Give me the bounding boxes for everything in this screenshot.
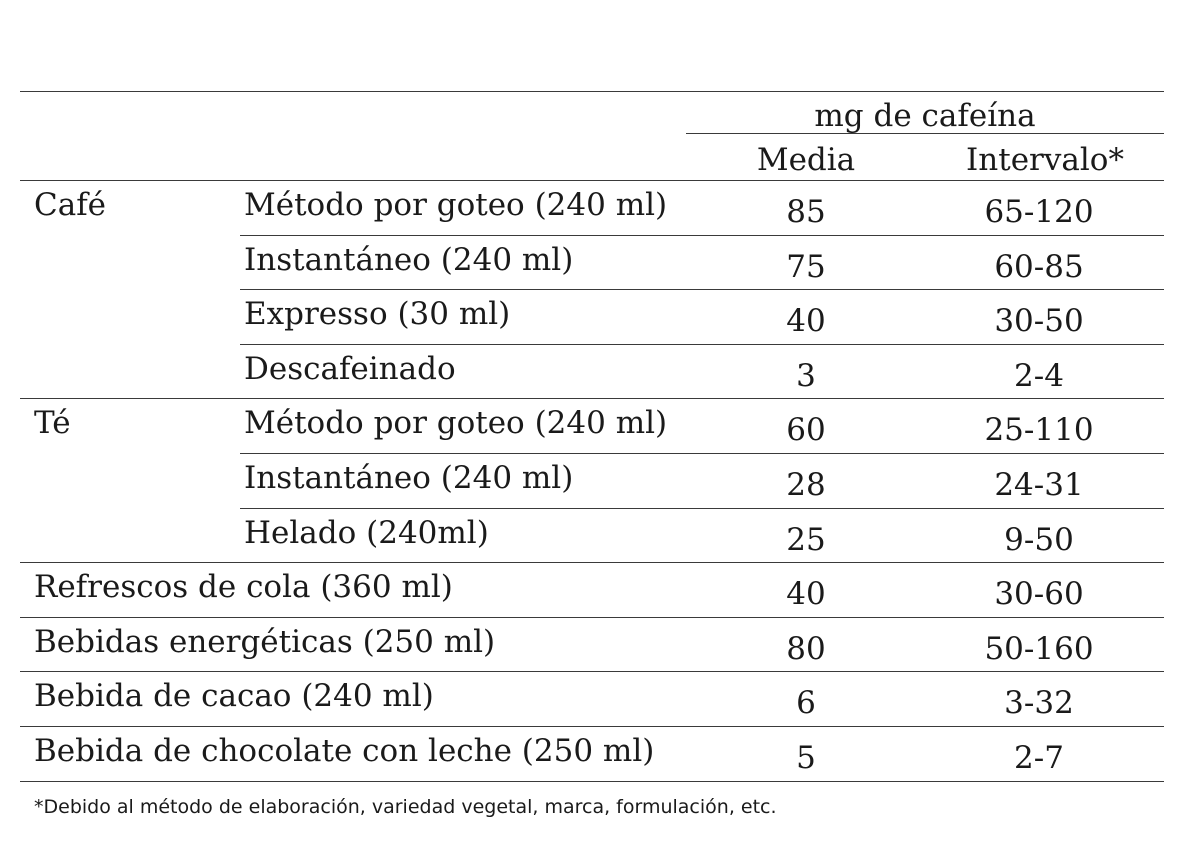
cell-media: 40 (786, 303, 826, 340)
cell-intervalo: 50-160 (984, 630, 1094, 667)
row-group-label: Bebidas energéticas (250 ml) (34, 623, 496, 660)
row-rule (20, 726, 1164, 727)
cell-media: 28 (786, 467, 826, 503)
row-group-label: Café (34, 187, 107, 223)
top-rule (20, 91, 1164, 92)
row-item-label: Instantáneo (240 ml) (244, 460, 574, 496)
row-rule (20, 562, 1164, 563)
cell-intervalo: 60-85 (994, 248, 1084, 285)
row-item-label: Helado (240ml) (244, 514, 489, 551)
cell-media: 6 (796, 685, 816, 722)
row-group-label: Té (34, 405, 71, 442)
cell-intervalo: 30-50 (994, 303, 1084, 340)
row-group-label: Refrescos de cola (360 ml) (34, 569, 453, 606)
column-header-intervalo: Intervalo* (966, 142, 1124, 178)
row-rule (20, 671, 1164, 672)
row-group-label: Bebida de chocolate con leche (250 ml) (34, 733, 655, 769)
row-item-label: Método por goteo (240 ml) (244, 405, 668, 442)
cell-intervalo: 3-32 (1004, 685, 1074, 722)
row-item-label: Descafeinado (244, 350, 456, 387)
header-bottom-rule (20, 180, 1164, 181)
cell-media: 85 (786, 194, 826, 230)
row-rule (240, 235, 1164, 236)
cell-media: 75 (786, 248, 826, 285)
cell-intervalo: 2-7 (1014, 740, 1064, 776)
row-item-label: Método por goteo (240 ml) (244, 187, 668, 223)
row-item-label: Expresso (30 ml) (244, 296, 511, 333)
cell-intervalo: 25-110 (984, 412, 1094, 449)
footnote: *Debido al método de elaboración, variedad vegetal, marca, formulación, etc. (34, 796, 777, 818)
group-header: mg de cafeína (814, 98, 1036, 134)
column-header-media: Media (756, 142, 856, 178)
cell-intervalo: 30-60 (994, 576, 1084, 613)
row-rule (20, 781, 1164, 782)
cell-media: 25 (786, 521, 826, 558)
cell-intervalo: 9-50 (1004, 521, 1074, 558)
cell-media: 80 (786, 630, 826, 667)
cell-media: 60 (786, 412, 826, 449)
cell-intervalo: 24-31 (994, 467, 1084, 503)
cell-media: 5 (796, 740, 816, 776)
cell-intervalo: 65-120 (984, 194, 1094, 230)
row-rule (20, 617, 1164, 618)
row-rule (240, 289, 1164, 290)
row-item-label: Instantáneo (240 ml) (244, 241, 574, 278)
row-rule (240, 508, 1164, 509)
cell-media: 3 (796, 357, 816, 394)
cell-intervalo: 2-4 (1014, 357, 1064, 394)
row-rule (20, 398, 1164, 399)
cell-media: 40 (786, 576, 826, 613)
row-group-label: Bebida de cacao (240 ml) (34, 678, 434, 715)
row-rule (240, 453, 1164, 454)
row-rule (240, 344, 1164, 345)
